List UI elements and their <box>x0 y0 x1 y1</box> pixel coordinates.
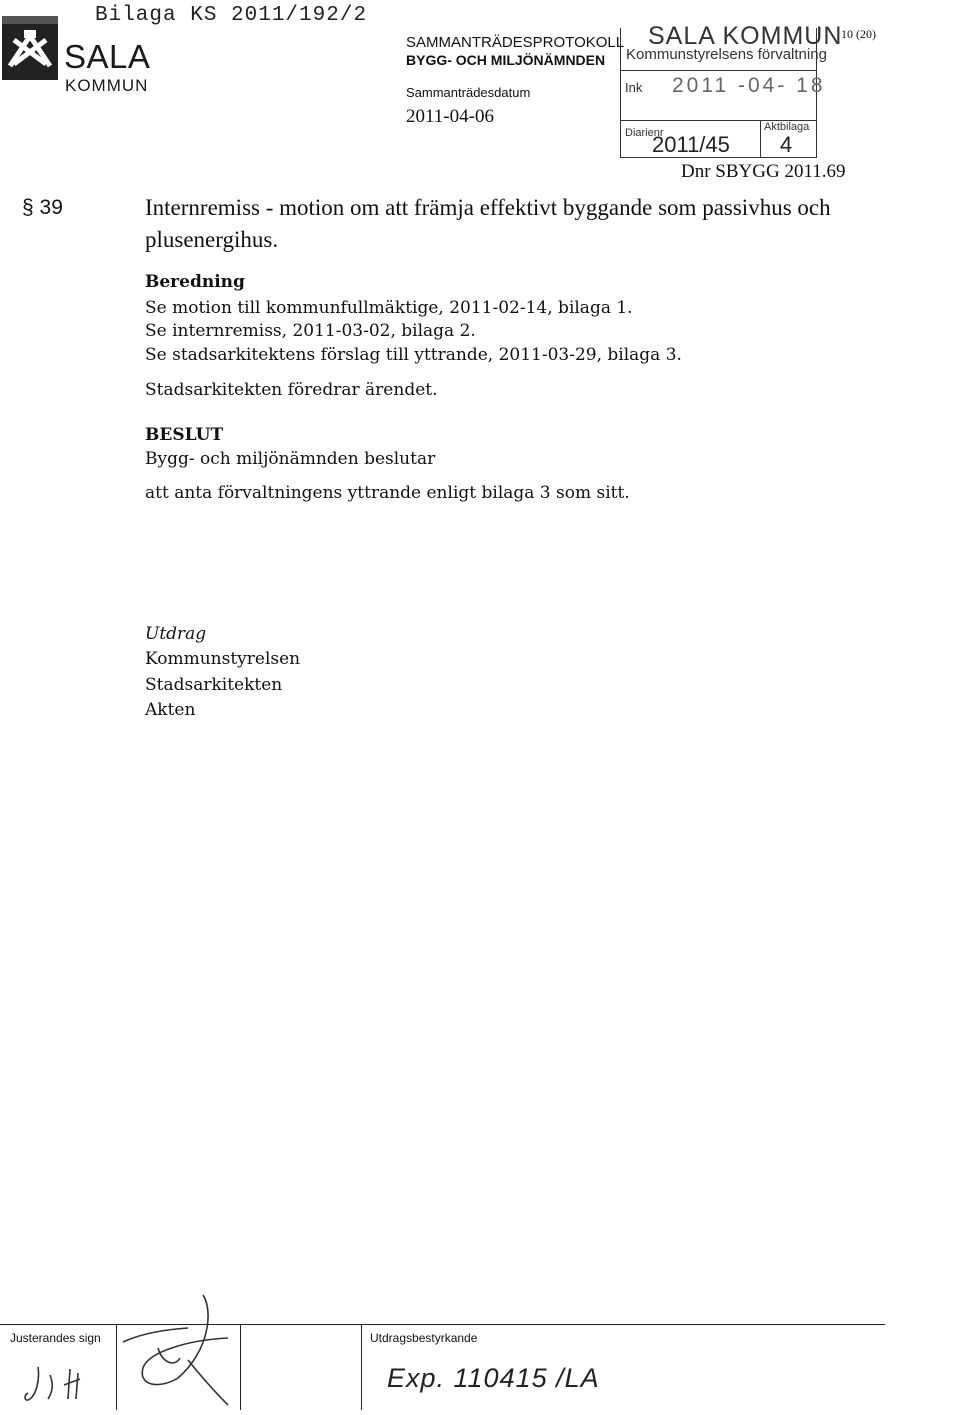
utdrag-label: Utdrag <box>145 624 207 644</box>
sala-coat-of-arms-icon <box>0 14 60 82</box>
beredning-line: Se stadsarkitektens förslag till yttrande, 2011-03-29, bilaga 3. <box>145 345 682 365</box>
beslut-line: Bygg- och miljönämnden beslutar <box>145 449 436 469</box>
stamp-aktbilaga-label: Aktbilaga <box>764 121 810 133</box>
meeting-date: 2011-04-06 <box>406 106 494 127</box>
stamp-subtitle: Kommunstyrelsens förvaltning <box>626 46 827 63</box>
beredning-heading: Beredning <box>145 272 245 292</box>
stamp-diarienr-label: Diarienr <box>625 127 664 139</box>
stamp-divider <box>760 120 761 157</box>
utdrag-recipient: Akten <box>145 700 196 720</box>
utdrag-recipient: Kommunstyrelsen <box>145 649 301 669</box>
signature-initials-2 <box>118 1290 253 1408</box>
logo-text: SALA <box>64 38 151 75</box>
page-number: 10 (20) <box>841 27 876 41</box>
section-title: Internremiss - motion om att främja effektivt byggande som passivhus och plusenergihus. <box>145 195 831 252</box>
footer-divider <box>116 1324 117 1410</box>
document-number: Dnr SBYGG 2011.69 <box>681 161 846 182</box>
expedition-note: Exp. 110415 /LA <box>387 1363 600 1393</box>
stamp-aktbilaga-value: 4 <box>780 132 793 157</box>
protocol-title: SAMMANTRÄDESPROTOKOLL <box>406 34 625 51</box>
signature-initials-1 <box>20 1355 110 1410</box>
stamp-title: SALA KOMMUN <box>648 22 843 50</box>
stamp-ink-date: 2011 -04- 18 <box>672 74 826 97</box>
meeting-date-label: Sammanträdesdatum <box>406 85 531 100</box>
utdragsbestyrkande-label: Utdragsbestyrkande <box>370 1331 478 1345</box>
stamp-diarienr-value: 2011/45 <box>652 132 730 157</box>
stamp-divider <box>620 70 816 71</box>
justerandes-sign-label: Justerandes sign <box>10 1331 101 1345</box>
committee-name: BYGG- OCH MILJÖNÄMNDEN <box>406 52 606 68</box>
logo-subtext: KOMMUN <box>65 76 149 95</box>
bilaga-reference: Bilaga KS 2011/192/2 <box>95 4 368 27</box>
footer-divider <box>361 1324 362 1410</box>
utdrag-recipient: Stadsarkitekten <box>145 675 283 695</box>
stamp-ink-label: Ink <box>625 80 643 95</box>
beredning-line: Se internremiss, 2011-03-02, bilaga 2. <box>145 321 476 341</box>
section-number: § 39 <box>22 196 63 219</box>
beredning-line: Stadsarkitekten föredrar ärendet. <box>145 380 438 400</box>
beslut-heading: BESLUT <box>145 425 224 445</box>
beredning-line: Se motion till kommunfullmäktige, 2011-02-14, bilaga 1. <box>145 298 633 318</box>
beslut-line: att anta förvaltningens yttrande enligt bilaga 3 som sitt. <box>145 483 630 503</box>
